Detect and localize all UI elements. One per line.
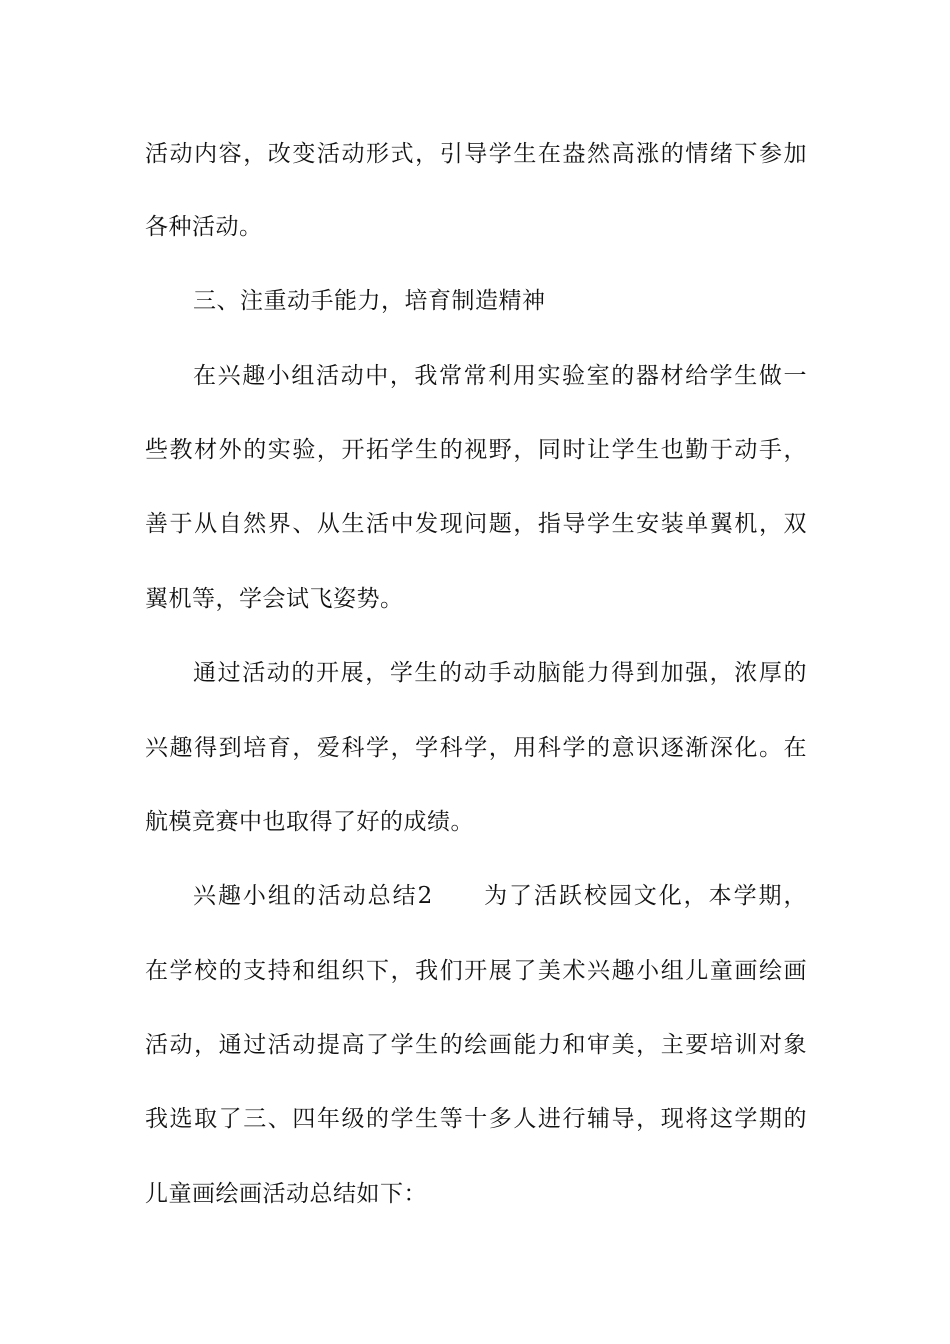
text-line: 在学校的支持和组织下，我们开展了美术兴趣小组儿童画绘画 [145, 958, 807, 984]
text-line: 兴趣得到培育，爱科学，学科学，用科学的意识逐渐深化。在 [145, 735, 807, 761]
text-line: 活动，通过活动提高了学生的绘画能力和审美，主要培训对象 [145, 1032, 807, 1058]
text-line: 各种活动。 [145, 214, 263, 240]
text-line: 航模竞赛中也取得了好的成绩。 [145, 809, 474, 835]
text-line: 儿童画绘画活动总结如下： [145, 1181, 427, 1207]
section-heading: 三、注重动手能力，培育制造精神 [193, 288, 546, 314]
text-line: 活动内容，改变活动形式，引导学生在盎然高涨的情绪下参加 [145, 141, 807, 167]
text-line: 翼机等，学会试飞姿势。 [145, 586, 404, 612]
text-line: 在兴趣小组活动中，我常常利用实验室的器材给学生做一 [193, 363, 807, 389]
text-line: 我选取了三、四年级的学生等十多人进行辅导，现将这学期的 [145, 1106, 807, 1132]
text-line: 善于从自然界、从生活中发现问题，指导学生安装单翼机，双 [145, 511, 807, 537]
text-line: 兴趣小组的活动总结2 为了活跃校园文化，本学期， [193, 883, 807, 909]
text-line: 些教材外的实验，开拓学生的视野，同时让学生也勤于动手， [145, 437, 807, 463]
text-line: 通过活动的开展，学生的动手动脑能力得到加强，浓厚的 [193, 660, 807, 686]
